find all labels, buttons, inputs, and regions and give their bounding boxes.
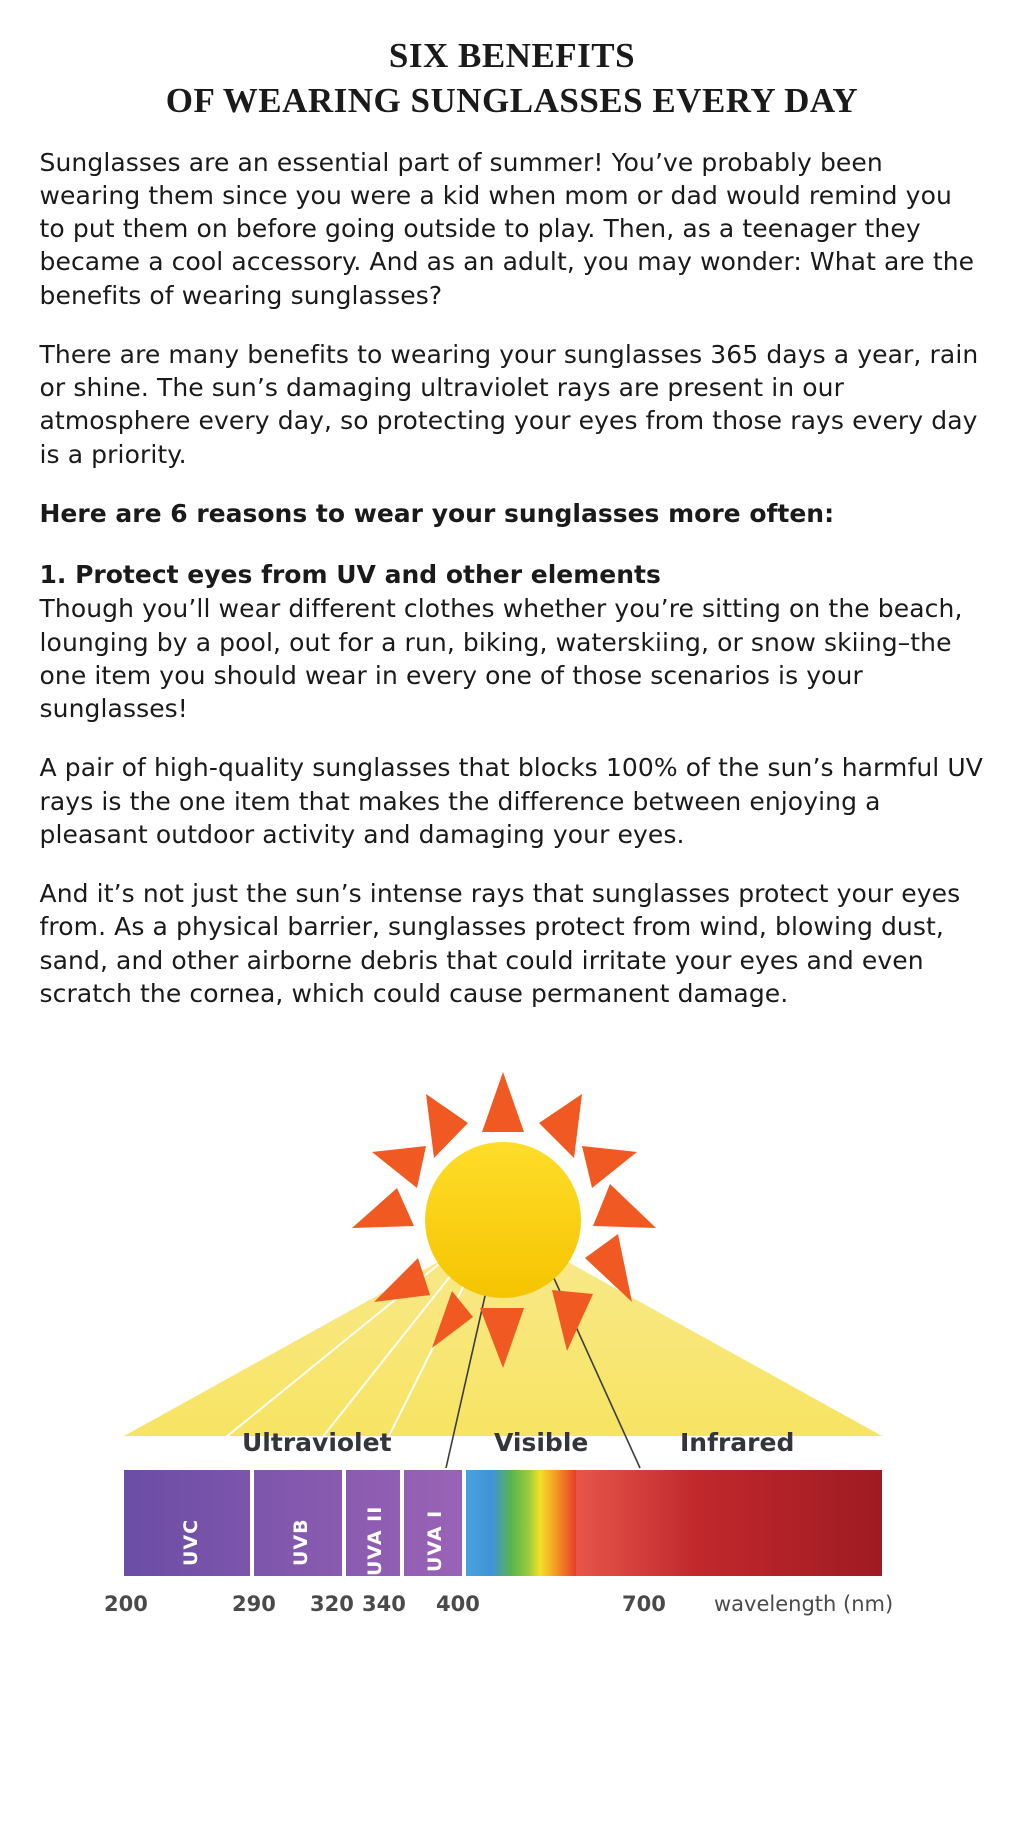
uv-band-label-uva2: UVA II bbox=[364, 1505, 386, 1577]
uv-band-label-uvb: UVB bbox=[290, 1518, 312, 1567]
solar-spectrum-illustration bbox=[62, 1036, 962, 1576]
axis-tick-290: 290 bbox=[232, 1592, 276, 1617]
section-heading-1: 1. Protect eyes from UV and other elements bbox=[39, 560, 661, 590]
page-title bbox=[42, 34, 982, 124]
reasons-lead-in: Here are 6 reasons to wear your sunglasses more often: bbox=[39, 498, 835, 528]
uv-band-label-uva1: UVA I bbox=[424, 1509, 446, 1573]
axis-title-wavelength: wavelength (nm) bbox=[714, 1592, 894, 1617]
axis-tick-400: 400 bbox=[436, 1592, 480, 1617]
axis-tick-340: 340 bbox=[362, 1592, 406, 1617]
spectrum-bar bbox=[124, 1470, 882, 1576]
axis-tick-200: 200 bbox=[104, 1592, 148, 1617]
intro-paragraph-1: Sunglasses are an essential part of summer! You’ve probably been wearing them since you were a kid when mom or dad would remind you to put them on before going outside to play. Then, as a teenager they became a cool accessory. And as an adult, you may wonder: What are the benefits of wearing sunglasses? bbox=[39, 147, 975, 310]
page-title-line-2: OF WEARING SUNGLASSES EVERY DAY bbox=[165, 80, 859, 120]
section-paragraph-2: A pair of high-quality sunglasses that blocks 100% of the sun’s harmful UV rays is the one item that makes the difference between enjoying a pleasant outdoor activity and damaging your eyes. bbox=[39, 753, 983, 849]
region-label-visible: Visible bbox=[494, 1428, 589, 1458]
solar-spectrum-figure bbox=[62, 1036, 962, 1617]
page-title-line-1: SIX BENEFITS bbox=[388, 36, 636, 75]
sun-icon bbox=[425, 1142, 581, 1298]
section-paragraph-3: And it’s not just the sun’s intense rays that sunglasses protect your eyes from. As a physical barrier, sunglasses protect from wind, blowing dust, sand, and other airborne debris that could irritate your eyes and even scratch the cornea, which could cause permanent damage. bbox=[39, 879, 961, 1008]
region-label-ultraviolet: Ultraviolet bbox=[242, 1428, 392, 1458]
region-label-infrared: Infrared bbox=[680, 1428, 795, 1458]
intro-paragraph-2: There are many benefits to wearing your sunglasses 365 days a year, rain or shine. The sun’s damaging ultraviolet rays are present in our atmosphere every day, so protecting your eyes from those rays every day is a priority. bbox=[39, 339, 979, 469]
axis-tick-320: 320 bbox=[310, 1592, 354, 1617]
section-paragraph-1: Though you’ll wear different clothes whether you’re sitting on the beach, lounging by a pool, out for a run, biking, waterskiing, or snow skiing–the one item you should wear in every one of those scenarios is your sunglasses! bbox=[39, 594, 963, 724]
article-body bbox=[40, 146, 985, 1011]
axis-tick-700: 700 bbox=[622, 1592, 666, 1617]
uv-band-label-uvc: UVC bbox=[180, 1519, 202, 1567]
